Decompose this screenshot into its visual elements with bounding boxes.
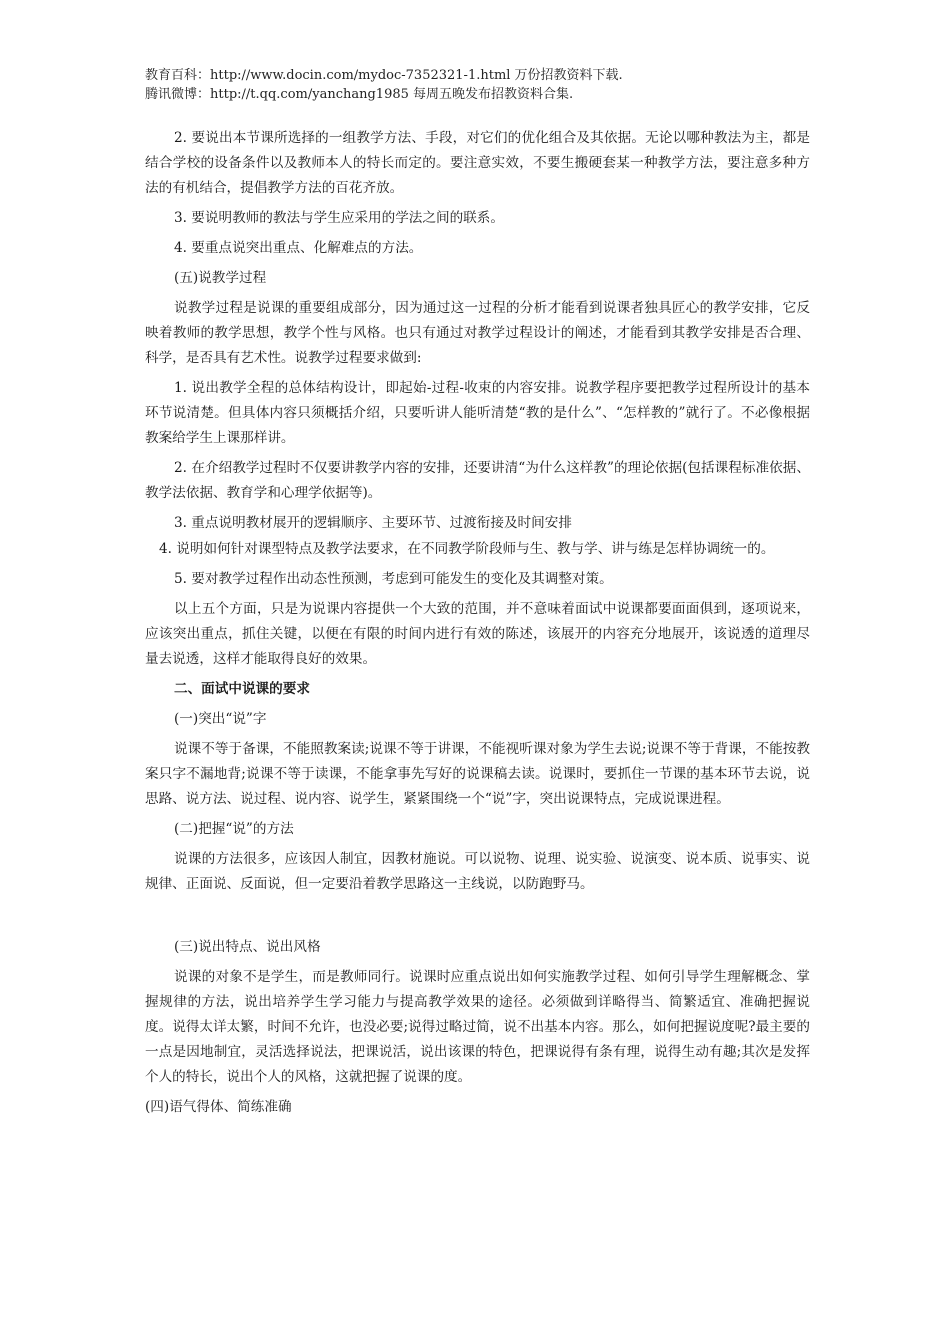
spacer <box>145 902 810 935</box>
paragraph-process-4: 4. 说明如何针对课型特点及教学法要求，在不同教学阶段师与生、教与学、讲与练是怎样协调统一的。 <box>159 541 775 557</box>
section-heading-teaching-process: (五)说教学过程 <box>174 270 267 286</box>
paragraph-style: 说课的对象不是学生，而是教师同行。说课时应重点说出如何实施教学过程、如何引导学生理解概念、掌握规律的方法，说出培养学生学习能力与提高教学效果的途径。必须做到详略得当、简繁适宜、准确把握说度。说得太详太繁，时间不允许，也没必要;说得过略过简，说不出基本内容。那么，如何把握说度呢?最主要的一点是因地制宜，灵活选择说法，把课说活，说出该课的特色，把课说得有条有理，说得生动有趣;其次是发挥个人的特长，说出个人的风格，这就把握了说课的度。 <box>145 969 810 1085</box>
paragraph-process-5: 5. 要对教学过程作出动态性预测，考虑到可能发生的变化及其调整对策。 <box>174 571 613 587</box>
document-body <box>145 126 810 1125</box>
subheading-style: (三)说出特点、说出风格 <box>174 939 321 955</box>
paragraph-method-4: 4. 要重点说突出重点、化解难点的方法。 <box>174 240 423 256</box>
subheading-emphasize-speaking: (一)突出“说”字 <box>174 711 267 727</box>
heading-interview-requirements: 二、面试中说课的要求 <box>174 681 310 697</box>
subheading-speaking-method: (二)把握“说”的方法 <box>174 821 294 837</box>
page-header <box>145 66 825 104</box>
paragraph-process-intro: 说教学过程是说课的重要组成部分，因为通过这一过程的分析才能看到说课者独具匠心的教学安排，它反映着教师的教学思想，教学个性与风格。也只有通过对教学过程设计的阐述，才能看到其教学安排是否合理、科学，是否具有艺术性。说教学过程要求做到: <box>145 300 810 366</box>
paragraph-summary: 以上五个方面，只是为说课内容提供一个大致的范围，并不意味着面试中说课都要面面俱到，逐项说来，应该突出重点，抓住关键，以便在有限的时间内进行有效的陈述，该展开的内容充分地展开，该说透的道理尽量去说透，这样才能取得良好的效果。 <box>145 601 810 667</box>
paragraph-process-2: 2. 在介绍教学过程时不仅要讲教学内容的安排，还要讲清“为什么这样教”的理论依据(包括课程标准依据、教学法依据、教育学和心理学依据等)。 <box>145 460 810 501</box>
header-line-weibo: 腾讯微博：http://t.qq.com/yanchang1985 每周五晚发布招教资料合集. <box>145 87 574 102</box>
paragraph-speaking-method: 说课的方法很多，应该因人制宜，因教材施说。可以说物、说理、说实验、说演变、说本质、说事实、说规律、正面说、反面说，但一定要沿着教学思路这一主线说，以防跑野马。 <box>145 851 810 892</box>
paragraph-process-3: 3. 重点说明教材展开的逻辑顺序、主要环节、过渡衔接及时间安排 <box>174 515 572 531</box>
paragraph-emphasize-speaking: 说课不等于备课，不能照教案读;说课不等于讲课，不能视听课对象为学生去说;说课不等于背课，不能按教案只字不漏地背;说课不等于读课，不能拿事先写好的说课稿去读。说课时，要抓住一节课的基本环节去说，说思路、说方法、说过程、说内容、说学生，紧紧围绕一个“说”字，突出说课特点，完成说课进程。 <box>145 741 810 807</box>
subheading-tone: (四)语气得体、简练准确 <box>145 1099 292 1115</box>
paragraph-method-3: 3. 要说明教师的教法与学生应采用的学法之间的联系。 <box>174 210 504 226</box>
header-line-docin: 教育百科：http://www.docin.com/mydoc-7352321-1.html 万份招教资料下载. <box>145 68 623 83</box>
paragraph-process-1: 1. 说出教学全程的总体结构设计，即起始-过程-收束的内容安排。说教学程序要把教学过程所设计的基本环节说清楚。但具体内容只须概括介绍，只要听讲人能听清楚“教的是什么”、“怎样教的”就行了。不必像根据教案给学生上课那样讲。 <box>145 380 810 446</box>
paragraph-method-2: 2. 要说出本节课所选择的一组教学方法、手段，对它们的优化组合及其依据。无论以哪种教法为主，都是结合学校的设备条件以及教师本人的特长而定的。要注意实效，不要生搬硬套某一种教学方法，要注意多种方法的有机结合，提倡教学方法的百花齐放。 <box>145 130 810 196</box>
